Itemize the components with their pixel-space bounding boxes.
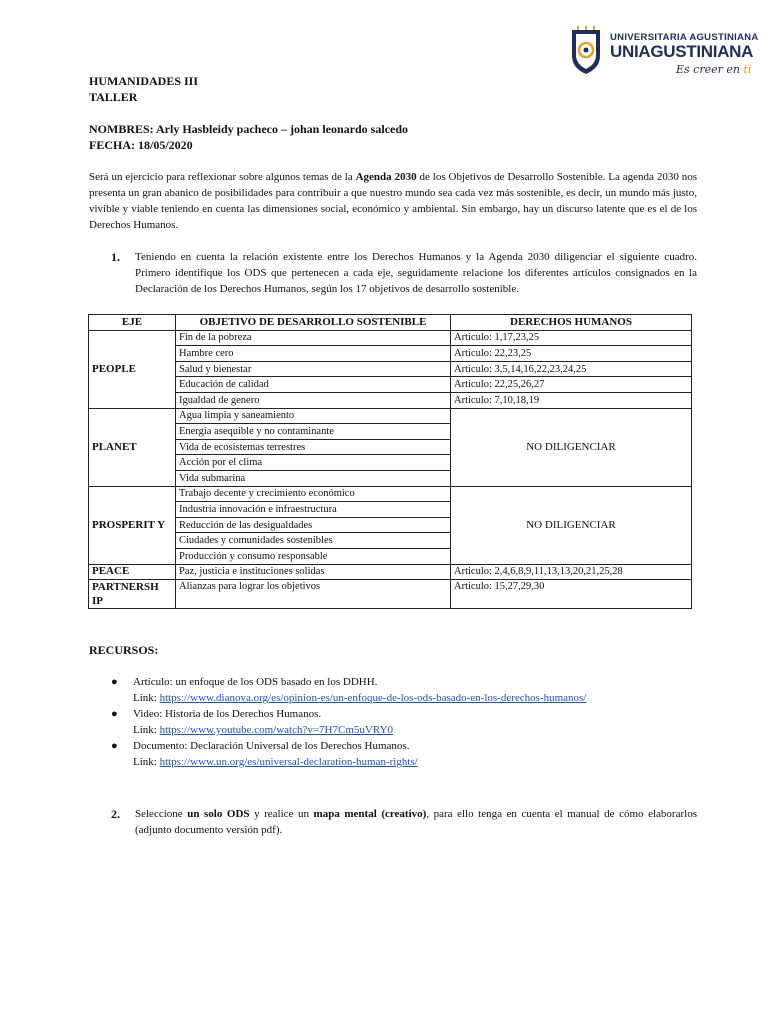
ods-cell: Fin de la pobreza [176,330,451,346]
table-header-row [89,315,692,331]
ods-cell: Trabajo decente y crecimiento económico [176,486,451,502]
question-2-text: Seleccione un solo ODS y realice un mapa mental (creativo), para ello tenga en cuenta el manual de cómo elaborarlos (adjunto documento versión pdf). [135,808,697,836]
ods-cell: Salud y bienestar [176,361,451,377]
header-ods: OBJETIVO DE DESARROLLO SOSTENIBLE [176,315,451,331]
ods-cell: Vida de ecosistemas terrestres [176,439,451,455]
ods-cell: Hambre cero [176,346,451,362]
bullet-icon: ● [111,740,118,752]
intro-paragraph: Será un ejercicio para reflexionar sobre algunos temas de la Agenda 2030 de los Objetivos de Desarrollo Sostenible. La agenda 2030 nos presenta un gran abanico de posibilidades para contribuir a que nuestro mundo sea cada vez más sostenible, es decir, un mundo más justo, vivible y viable teniendo en cuenta las dimensiones social, económico y ambiental. Sin embargo, hay un discurso latente que es el de los Derechos Humanos. [89,171,697,231]
dh-cell: Articulo: 22,25,26,27 [451,377,692,393]
table-row [89,330,692,346]
resource-link-document[interactable]: https://www.un.org/es/universal-declaration-human-rights/ [159,756,418,768]
eje-partnership: PARTNERSH IP [89,580,176,609]
ods-cell: Educación de calidad [176,377,451,393]
ods-cell: Producción y consumo responsable [176,548,451,564]
university-logo [566,26,759,82]
logo-line2: UNIAGUSTINIANA [610,42,754,61]
resource-link-article[interactable]: https://www.dianova.org/es/opinion-es/un-enfoque-de-los-ods-basado-en-los-derechos-humanos/ [159,692,587,704]
resource-link-video[interactable]: https://www.youtube.com/watch?v=7H7Cm5uVRY0 [159,724,394,736]
header-eje: EJE [89,315,176,331]
logo-line1: UNIVERSITARIA AGUSTINIANA [610,32,759,43]
logo-slogan: Es creer en ti [676,63,752,76]
table-row [89,580,692,609]
dh-cell: Articulo: 7,10,18,19 [451,392,692,408]
dh-prosperity: NO DILIGENCIAR [451,486,692,564]
ods-cell: Vida submarina [176,470,451,486]
bullet-icon: ● [111,676,118,688]
ods-table [88,314,692,609]
eje-people: PEOPLE [89,330,176,408]
ods-cell: Industria innovación e infraestructura [176,502,451,518]
agenda-bold: Agenda 2030 [355,171,417,183]
table-row [89,361,692,377]
eje-prosperity: PROSPERIT Y [89,486,176,564]
ods-cell: Igualdad de genero [176,392,451,408]
dh-cell: Articulo: 22,23,25 [451,346,692,362]
ods-cell: Alianzas para lograr los objetivos [176,580,451,609]
resources-title: RECURSOS: [89,643,159,657]
ods-cell: Reducción de las desigualdades [176,517,451,533]
dh-cell: Articulo: 1,17,23,25 [451,330,692,346]
list-item: ● Documento: Declaración Universal de los Derechos Humanos. Link: https://www.un.org/es/universal-declaration-human-rights/ [111,740,418,768]
dh-cell: Articulo: 3,5,14,16,22,23,24,25 [451,361,692,377]
eje-planet: PLANET [89,408,176,486]
table-row [89,392,692,408]
table-row [89,377,692,393]
ods-cell: Paz, justicia e instituciones solidas [176,564,451,580]
list-item: ● Artículo: un enfoque de los ODS basado en los DDHH. Link: https://www.dianova.org/es/opinion-es/un-enfoque-de-los-ods-basado-en-los-derechos-humanos/ [111,676,587,704]
ods-cell: Ciudades y comunidades sostenibles [176,533,451,549]
dh-planet: NO DILIGENCIAR [451,408,692,486]
table-row [89,486,692,502]
dh-cell: Articulo: 15,27,29,30 [451,580,692,609]
doc-date: FECHA: 18/05/2020 [89,138,193,152]
ods-cell: Agua limpia y saneamiento [176,408,451,424]
bullet-icon: ● [111,708,118,720]
table-row [89,346,692,362]
list-item: ● Video: Historia de los Derechos Humanos. Link: https://www.youtube.com/watch?v=7H7Cm5uVRY0 [111,708,394,736]
question-2-number: 2. [111,807,120,821]
eje-peace: PEACE [89,564,176,580]
course-title: HUMANIDADES III [89,74,199,88]
student-names: NOMBRES: Arly Hasbleidy pacheco – johan leonardo salcedo [89,122,409,136]
question-1-number: 1. [111,250,120,264]
ods-cell: Acción por el clima [176,455,451,471]
question-1-text: Teniendo en cuenta la relación existente entre los Derechos Humanos y la Agenda 2030 diligenciar el siguiente cuadro. Primero identifique los ODS que pertenecen a cada eje, seguidamente relacione los diferentes artículos consignados en la Declaración de los Derechos Humanos, según los 17 objetivos de desarrollo sostenible. [135,251,697,295]
doc-type: TALLER [89,90,138,104]
table-row [89,408,692,424]
header-dh: DERECHOS HUMANOS [451,315,692,331]
dh-cell: Articulo: 2,4,6,8,9,11,13,13,20,21,25,28 [451,564,692,580]
table-row [89,564,692,580]
shield-icon [566,26,606,76]
resources-list [89,674,709,770]
ods-cell: Energía asequible y no contaminante [176,424,451,440]
